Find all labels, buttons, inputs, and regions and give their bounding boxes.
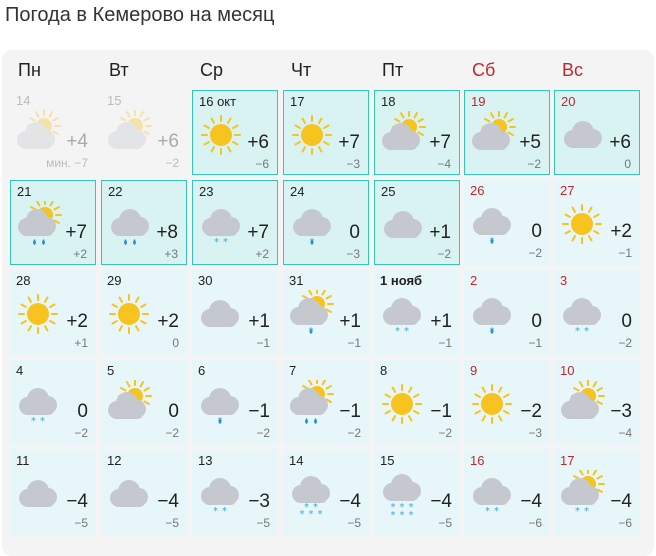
cloudy-sleet-icon: [468, 200, 516, 248]
day-cell[interactable]: [192, 450, 278, 535]
max-temperature: −1: [430, 401, 452, 422]
min-temperature: 0: [624, 157, 631, 171]
cloudy-snow-icon: [468, 470, 516, 518]
max-temperature: +2: [66, 311, 88, 332]
min-temperature: −1: [438, 336, 452, 350]
min-temperature: −1: [528, 336, 542, 350]
cloudy-snow-heavy-icon: [378, 470, 426, 518]
min-temperature: −2: [165, 156, 179, 170]
day-cell[interactable]: [464, 270, 550, 355]
min-temperature: −3: [346, 157, 360, 171]
day-cell[interactable]: [10, 90, 96, 175]
max-temperature: −1: [248, 401, 270, 422]
max-temperature: +1: [429, 222, 451, 243]
min-temperature: +2: [255, 247, 269, 261]
max-temperature: +1: [339, 311, 361, 332]
day-cell[interactable]: [374, 360, 460, 445]
partly-cloudy-rain-icon: [287, 380, 335, 428]
day-number: 20: [561, 94, 576, 109]
min-temperature: −2: [256, 426, 270, 440]
partly-cloudy-rain-icon: [15, 201, 63, 249]
svg-text:*: *: [494, 506, 499, 517]
sun-icon: [197, 111, 245, 159]
max-temperature: +7: [338, 132, 360, 153]
partly-cloudy-icon: [105, 380, 153, 428]
min-temperature: −6: [618, 516, 632, 530]
day-number: 30: [198, 273, 213, 288]
weekday-4: Чт: [291, 60, 312, 80]
day-cell[interactable]: [283, 360, 369, 445]
min-temperature: 0: [172, 336, 179, 350]
partly-cloudy-icon: [105, 110, 153, 158]
max-temperature: +7: [429, 132, 451, 153]
svg-text:*: *: [395, 326, 400, 337]
min-temperature: +2: [73, 247, 87, 261]
cloudy-snow-icon: [197, 201, 245, 249]
day-number: 9: [470, 363, 478, 378]
cloudy-icon: [105, 470, 153, 518]
day-cell[interactable]: [101, 270, 187, 355]
max-temperature: −1: [339, 401, 361, 422]
day-cell[interactable]: [10, 270, 96, 355]
min-temperature: −5: [347, 516, 361, 530]
min-temperature: −2: [165, 426, 179, 440]
day-cell[interactable]: [464, 450, 550, 535]
day-number: 2: [470, 273, 478, 288]
svg-text:*: *: [308, 326, 314, 337]
day-cell[interactable]: [192, 360, 278, 445]
svg-text:*: *: [213, 506, 218, 517]
max-temperature: 0: [531, 221, 542, 242]
min-temperature: −2: [438, 426, 452, 440]
day-cell[interactable]: [101, 90, 187, 175]
day-cell[interactable]: [464, 90, 550, 175]
cloudy-snow-2-icon: [558, 290, 606, 338]
max-temperature: −4: [157, 491, 179, 512]
min-temperature: мин. −7: [46, 156, 88, 170]
day-number: 15: [107, 93, 122, 108]
day-number: 28: [16, 273, 31, 288]
day-cell[interactable]: [464, 360, 550, 445]
svg-text:*: *: [399, 510, 405, 518]
partly-cloudy-icon: [14, 110, 62, 158]
day-cell[interactable]: [374, 180, 460, 265]
day-cell[interactable]: [101, 180, 187, 265]
day-cell[interactable]: [101, 360, 187, 445]
max-temperature: −3: [610, 401, 632, 422]
svg-text:*: *: [222, 506, 227, 517]
max-temperature: 0: [349, 222, 360, 243]
day-number: 11: [16, 453, 30, 468]
min-temperature: −3: [528, 426, 542, 440]
min-temperature: +1: [74, 336, 88, 350]
day-number: 5: [107, 363, 115, 378]
min-temperature: −6: [255, 157, 269, 171]
cloudy-icon: [196, 290, 244, 338]
day-number: 6: [198, 363, 206, 378]
day-cell[interactable]: [374, 90, 460, 175]
day-number: 4: [16, 363, 24, 378]
day-cell[interactable]: [283, 180, 369, 265]
partly-cloudy-snow-icon: [558, 470, 606, 518]
day-number: 25: [381, 184, 396, 199]
max-temperature: −4: [520, 491, 542, 512]
min-temperature: −2: [74, 426, 88, 440]
partly-cloudy-icon: [379, 111, 427, 159]
weekday-5: Пт: [382, 60, 404, 80]
max-temperature: −3: [248, 491, 270, 512]
max-temperature: −4: [610, 491, 632, 512]
day-number: 17: [560, 453, 575, 468]
svg-text:*: *: [31, 416, 36, 427]
svg-text:*: *: [40, 416, 45, 427]
svg-text:*: *: [575, 506, 580, 517]
min-temperature: −3: [346, 247, 360, 261]
partly-cloudy-sleet-icon: [287, 290, 335, 338]
cloudy-icon: [14, 470, 62, 518]
day-number: 17: [290, 94, 305, 109]
svg-text:*: *: [575, 326, 580, 337]
cloudy-rain-icon: [106, 201, 154, 249]
max-temperature: +8: [156, 222, 178, 243]
max-temperature: +2: [157, 311, 179, 332]
weekday-3: Ср: [200, 60, 224, 80]
svg-text:*: *: [317, 509, 323, 518]
svg-text:*: *: [485, 506, 490, 517]
partly-cloudy-icon: [469, 111, 517, 159]
day-cell[interactable]: [554, 270, 640, 355]
day-cell[interactable]: [192, 180, 278, 265]
cloudy-icon: [379, 201, 427, 249]
max-temperature: +7: [247, 222, 269, 243]
min-temperature: −5: [256, 516, 270, 530]
day-cell[interactable]: [374, 450, 460, 535]
max-temperature: +1: [430, 311, 452, 332]
max-temperature: 0: [621, 311, 632, 332]
svg-text:*: *: [584, 506, 589, 517]
day-number: 15: [380, 453, 395, 468]
min-temperature: +3: [164, 247, 178, 261]
cloudy-sleet-icon: [288, 201, 336, 249]
day-number: 26: [470, 183, 485, 198]
day-number: 24: [290, 184, 305, 199]
day-cell[interactable]: [10, 180, 96, 265]
cloudy-snow-3-icon: [287, 470, 335, 518]
min-temperature: −2: [437, 247, 451, 261]
day-cell[interactable]: [374, 270, 460, 355]
day-number: 16 окт: [199, 94, 237, 109]
day-number: 14: [16, 93, 31, 108]
svg-text:*: *: [390, 510, 396, 518]
day-number: 14: [289, 453, 304, 468]
day-cell[interactable]: [464, 180, 550, 265]
max-temperature: +6: [157, 131, 179, 152]
weekday-7: Вс: [562, 60, 584, 80]
sun-icon: [288, 111, 336, 159]
min-temperature: −5: [74, 516, 88, 530]
day-cell[interactable]: [554, 90, 640, 175]
day-number: 12: [107, 453, 122, 468]
min-temperature: −2: [528, 246, 542, 260]
min-temperature: −1: [256, 336, 270, 350]
max-temperature: +7: [65, 222, 87, 243]
svg-text:*: *: [308, 509, 314, 518]
weekday-2: Вт: [109, 60, 129, 80]
day-number: 22: [108, 184, 123, 199]
day-number: 19: [471, 94, 486, 109]
min-temperature: −1: [347, 336, 361, 350]
svg-text:*: *: [584, 326, 589, 337]
min-temperature: −5: [165, 516, 179, 530]
day-number: 10: [560, 363, 575, 378]
day-number: 13: [198, 453, 213, 468]
cloudy-icon: [559, 111, 607, 159]
day-number: 29: [107, 273, 122, 288]
day-cell[interactable]: [101, 450, 187, 535]
sun-icon: [558, 200, 606, 248]
day-cell[interactable]: [554, 360, 640, 445]
sun-icon: [105, 290, 153, 338]
sun-icon: [378, 380, 426, 428]
svg-text:*: *: [313, 502, 318, 513]
day-cell[interactable]: [10, 360, 96, 445]
max-temperature: −4: [339, 491, 361, 512]
day-number: 27: [560, 183, 575, 198]
svg-text:*: *: [390, 502, 396, 513]
max-temperature: −2: [520, 401, 542, 422]
svg-text:*: *: [408, 510, 414, 518]
day-cell[interactable]: [283, 450, 369, 535]
day-number: 18: [381, 94, 396, 109]
max-temperature: +4: [66, 131, 88, 152]
max-temperature: +6: [247, 132, 269, 153]
max-temperature: +1: [248, 311, 270, 332]
svg-text:*: *: [408, 502, 414, 513]
max-temperature: 0: [531, 311, 542, 332]
cloudy-sleet-icon: [468, 290, 516, 338]
min-temperature: −5: [438, 516, 452, 530]
svg-text:*: *: [399, 502, 405, 513]
sun-icon: [14, 290, 62, 338]
day-number: 23: [199, 184, 214, 199]
max-temperature: 0: [168, 401, 179, 422]
max-temperature: 0: [77, 401, 88, 422]
day-cell[interactable]: [554, 180, 640, 265]
cloudy-snow-icon: [196, 470, 244, 518]
sun-icon: [468, 380, 516, 428]
day-cell[interactable]: [192, 90, 278, 175]
day-number: 21: [17, 184, 32, 199]
min-temperature: −2: [347, 426, 361, 440]
day-number: 16: [470, 453, 485, 468]
max-temperature: −4: [66, 491, 88, 512]
svg-text:*: *: [304, 502, 309, 513]
day-number: 31: [289, 273, 304, 288]
min-temperature: −6: [528, 516, 542, 530]
day-cell[interactable]: [554, 450, 640, 535]
cloudy-sleet-icon: [196, 380, 244, 428]
weekday-6: Сб: [472, 60, 496, 80]
svg-text:*: *: [214, 237, 219, 248]
min-temperature: −1: [618, 246, 632, 260]
svg-text:*: *: [299, 509, 305, 518]
min-temperature: −2: [527, 157, 541, 171]
weekday-1: Пн: [18, 60, 41, 80]
min-temperature: −4: [618, 426, 632, 440]
day-cell[interactable]: [283, 270, 369, 355]
cloudy-snow-icon: [378, 290, 426, 338]
max-temperature: +6: [609, 132, 631, 153]
day-cell[interactable]: [283, 90, 369, 175]
day-cell[interactable]: [10, 450, 96, 535]
day-cell[interactable]: [192, 270, 278, 355]
min-temperature: −2: [618, 336, 632, 350]
svg-text:*: *: [404, 326, 409, 337]
day-number: 8: [380, 363, 388, 378]
day-number: 1 нояб: [380, 273, 423, 288]
svg-text:*: *: [223, 237, 228, 248]
max-temperature: +2: [610, 221, 632, 242]
max-temperature: +5: [519, 132, 541, 153]
cloudy-snow-icon: [14, 380, 62, 428]
min-temperature: −4: [437, 157, 451, 171]
partly-cloudy-icon: [558, 380, 606, 428]
max-temperature: −4: [430, 491, 452, 512]
day-number: 7: [289, 363, 297, 378]
page-title: Погода в Кемерово на месяц: [5, 4, 275, 26]
day-number: 3: [560, 273, 568, 288]
